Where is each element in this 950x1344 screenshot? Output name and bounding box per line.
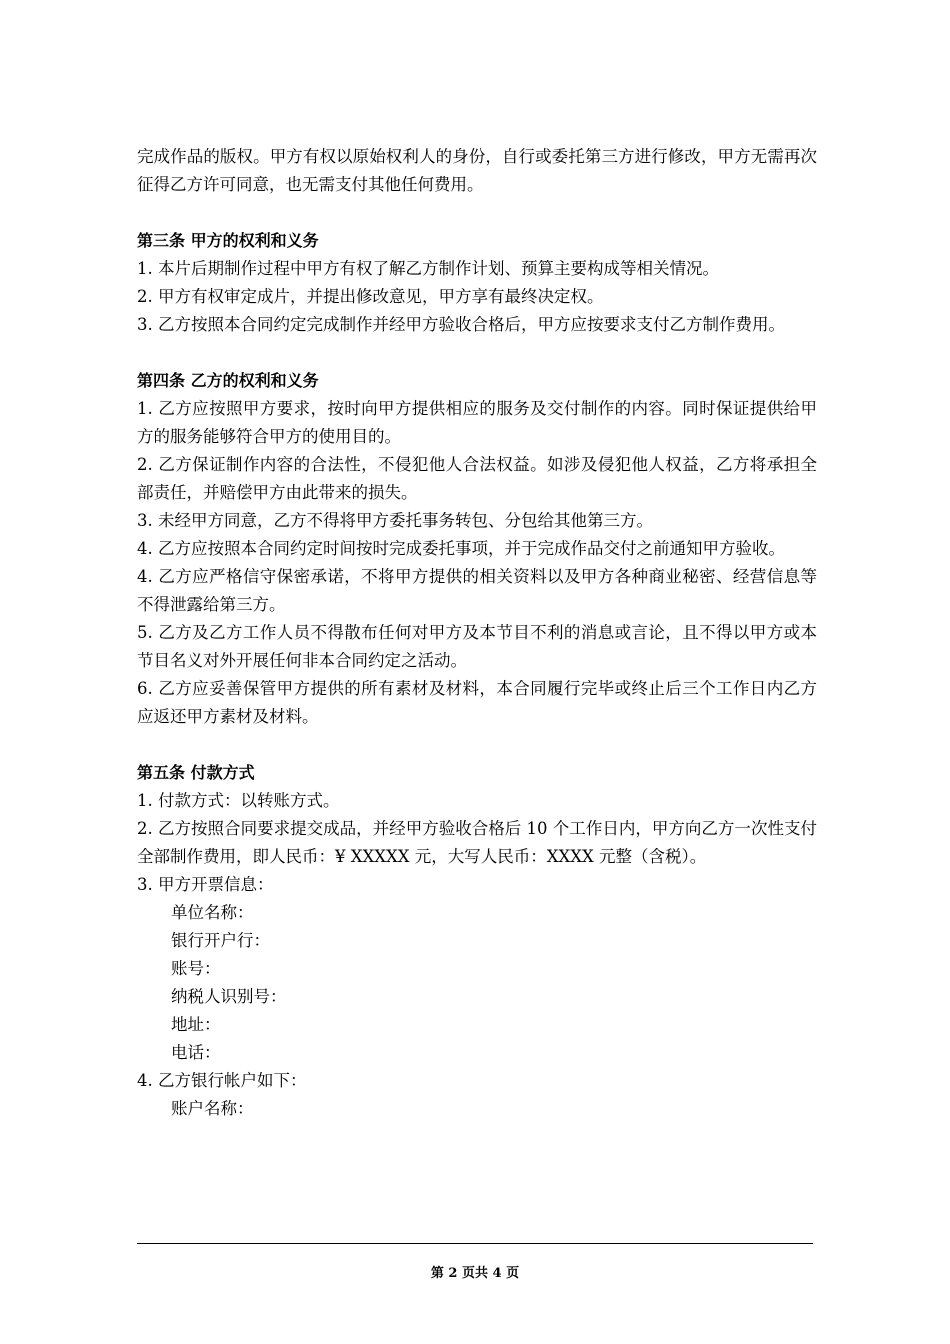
article4-item-7: 6. 乙方应妥善保管甲方提供的所有素材及材料，本合同履行完毕或终止后三个工作日内乙方应返还甲方素材及材料。 bbox=[137, 679, 817, 726]
invoice-field-company: 单位名称： bbox=[171, 903, 254, 922]
article3-item-3: 3. 乙方按照本合同约定完成制作并经甲方验收合格后，甲方应按要求支付乙方制作费用。 bbox=[137, 315, 785, 334]
article5-item-1: 1. 付款方式：以转账方式。 bbox=[137, 791, 340, 810]
article4-item-2: 2. 乙方保证制作内容的合法性，不侵犯他人合法权益。如涉及侵犯他人权益，乙方将承担全部责任，并赔偿甲方由此带来的损失。 bbox=[137, 455, 817, 502]
article4-item-3: 3. 未经甲方同意，乙方不得将甲方委托事务转包、分包给其他第三方。 bbox=[137, 511, 653, 530]
article3-item-1: 1. 本片后期制作过程中甲方有权了解乙方制作计划、预算主要构成等相关情况。 bbox=[137, 259, 719, 278]
article5-item-3: 3. 甲方开票信息： bbox=[137, 875, 274, 894]
article4-item-1: 1. 乙方应按照甲方要求，按时向甲方提供相应的服务及交付制作的内容。同时保证提供给甲方的服务能够符合甲方的使用目的。 bbox=[137, 399, 817, 446]
account-field-name: 账户名称： bbox=[171, 1099, 254, 1118]
invoice-field-account: 账号： bbox=[171, 959, 221, 978]
invoice-field-tax-id: 纳税人识别号： bbox=[171, 987, 287, 1006]
page-number: 第 2 页共 4 页 bbox=[430, 1266, 520, 1281]
article4-heading: 第四条 乙方的权利和义务 bbox=[137, 371, 319, 390]
footer-divider bbox=[137, 1243, 813, 1244]
spacer bbox=[137, 731, 817, 759]
article4-item-5: 4. 乙方应严格信守保密承诺，不将甲方提供的相关资料以及甲方各种商业秘密、经营信息等不得泄露给第三方。 bbox=[137, 567, 817, 614]
invoice-field-address: 地址： bbox=[171, 1015, 221, 1034]
invoice-field-phone: 电话： bbox=[171, 1043, 221, 1062]
article5-item-4: 4. 乙方银行帐户如下： bbox=[137, 1071, 307, 1090]
article5-heading: 第五条 付款方式 bbox=[137, 763, 255, 782]
spacer bbox=[137, 339, 817, 367]
intro-paragraph: 完成作品的版权。甲方有权以原始权利人的身份，自行或委托第三方进行修改，甲方无需再次征得乙方许可同意，也无需支付其他任何费用。 bbox=[137, 147, 817, 194]
spacer bbox=[137, 199, 817, 227]
article5-item-2: 2. 乙方按照合同要求提交成品，并经甲方验收合格后 10 个工作日内，甲方向乙方一次性支付全部制作费用，即人民币：¥ XXXXX 元，大写人民币：XXXX 元整（含税）。 bbox=[137, 819, 817, 866]
article3-heading: 第三条 甲方的权利和义务 bbox=[137, 231, 319, 250]
article4-item-4: 4. 乙方应按照本合同约定时间按时完成委托事项，并于完成作品交付之前通知甲方验收。 bbox=[137, 539, 785, 558]
article4-item-6: 5. 乙方及乙方工作人员不得散布任何对甲方及本节目不利的消息或言论，且不得以甲方或本节目名义对外开展任何非本合同约定之活动。 bbox=[137, 623, 817, 670]
document-page bbox=[137, 143, 817, 1123]
invoice-field-bank: 银行开户行： bbox=[171, 931, 270, 950]
article3-item-2: 2. 甲方有权审定成片，并提出修改意见，甲方享有最终决定权。 bbox=[137, 287, 604, 306]
